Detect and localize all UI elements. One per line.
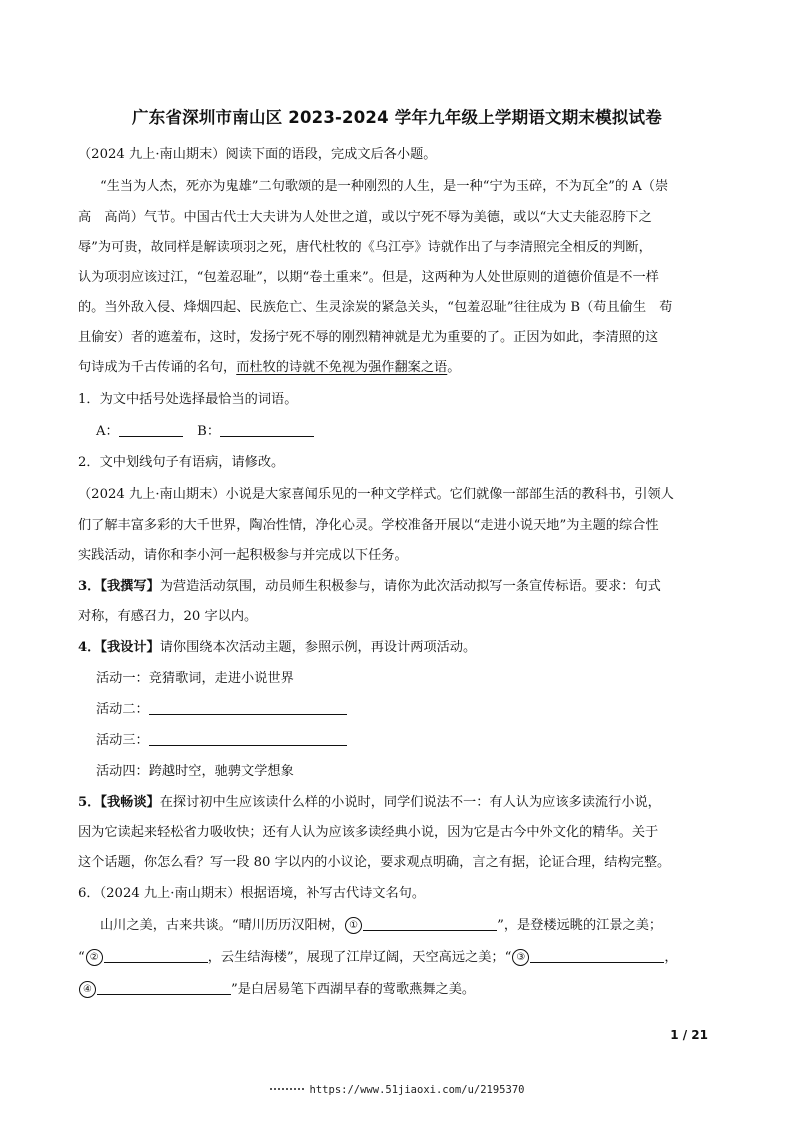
question-text: 文中划线句子有语病，请修改。	[99, 455, 285, 470]
poem-blank-4[interactable]	[97, 980, 231, 995]
page-number: 1 / 21	[670, 1028, 708, 1042]
question-tag: 【我撰写】	[100, 579, 160, 594]
footer-url[interactable]: https://www.51jiaoxi.com/u/2195370	[309, 1084, 525, 1096]
passage-line-4: 认为项羽应该过江，“包羞忍耻”，以期“卷土重来”。但是，这两种为人处世原则的道德价值是不一样	[78, 270, 659, 285]
question-3	[78, 577, 661, 597]
answer-b-blank[interactable]	[220, 422, 314, 437]
question-5-line-3: 这个话题，你怎么看？写一段 80 字以内的小议论，要求观点明确，言之有据，论证合理，结构完整。	[78, 855, 671, 870]
question-tag: 【我畅谈】	[100, 795, 160, 810]
section2-line-1: （2024 九上·南山期末）小说是大家喜闻乐见的一种文学样式。它们就像一部部生活的教科书，引领人	[78, 487, 674, 502]
poem-blank-3[interactable]	[530, 948, 664, 963]
question-4	[78, 638, 476, 658]
question-text: 为文中括号处选择最恰当的词语。	[99, 392, 298, 407]
activity-3-blank[interactable]	[149, 731, 347, 746]
question-number: 5．	[78, 795, 101, 810]
question-3-line-2: 对称，有感召力，20 字以内。	[78, 609, 258, 624]
passage-period: 。	[447, 360, 461, 375]
blank-number-1: ①	[345, 917, 362, 934]
poem-text: ，云生结海楼”，展现了江岸辽阔，天空高远之美；“	[207, 950, 512, 965]
question-6	[78, 884, 425, 904]
question-tag: 【我设计】	[100, 640, 160, 655]
activity-3	[96, 731, 347, 751]
footer	[0, 1084, 794, 1096]
question-number: 4．	[78, 640, 101, 655]
poem-text: ”是白居易笔下西湖早春的莺歌燕舞之美。	[231, 982, 476, 997]
poem-line-1	[100, 916, 662, 936]
activity-4: 活动四：跨越时空，驰骋文学想象	[96, 764, 294, 779]
passage-line-2: 高 高尚）气节。中国古代士大夫讲为人处世之道，或以宁死不辱为美德，或以“大丈夫能忍胯下之	[78, 210, 652, 225]
question-number: 6．	[78, 886, 100, 901]
passage-line-3: 辱”为可贵，故同样是解读项羽之死，唐代杜牧的《乌江亭》诗就作出了与李清照完全相反的判断，	[78, 240, 652, 255]
activity-2-label: 活动二：	[96, 702, 149, 717]
poem-text: 山川之美，古来共谈。“晴川历历汉阳树，	[100, 918, 345, 933]
answer-a-blank[interactable]	[119, 422, 183, 437]
question-number: 2．	[78, 455, 100, 470]
activity-2-blank[interactable]	[149, 700, 347, 715]
passage-line-7	[78, 358, 460, 378]
activity-2	[96, 700, 347, 720]
blank-number-4: ④	[79, 981, 96, 998]
activity-3-label: 活动三：	[96, 733, 149, 748]
page-title: 广东省深圳市南山区 2023-2024 学年九年级上学期语文期末模拟试卷	[132, 108, 662, 127]
footer-dots-icon	[270, 1088, 304, 1090]
passage-text: 句诗成为千古传诵的名句，	[78, 360, 237, 375]
question-number: 3．	[78, 579, 101, 594]
question-1-answers	[96, 422, 314, 442]
blank-number-2: ②	[86, 949, 103, 966]
answer-a-label: A：	[96, 424, 119, 439]
section2-line-3: 实践活动，请你和李小河一起积极参与并完成以下任务。	[78, 548, 408, 563]
question-text: 请你围绕本次活动主题，参照示例，再设计两项活动。	[159, 640, 477, 655]
question-text: 为营造活动氛围，动员师生积极参与，请你为此次活动拟写一条宣传标语。要求：句式	[159, 579, 661, 594]
passage-line-6: 且偷安）者的遮羞布，这时，发扬宁死不辱的刚烈精神就是尤为重要的了。正因为如此，李清照的这	[78, 330, 659, 345]
question-5	[78, 793, 661, 813]
poem-blank-1[interactable]	[363, 916, 497, 931]
question-number: 1．	[78, 392, 100, 407]
question-text: （2024 九上·南山期末）根据语境，补写古代诗文名句。	[99, 886, 426, 901]
question-1	[78, 390, 297, 410]
poem-text: ”，是登楼远眺的江景之美；	[497, 918, 663, 933]
poem-text: “	[78, 950, 85, 965]
question-text: 在探讨初中生应该读什么样的小说时，同学们说法不一：有人认为应该多读流行小说，	[159, 795, 661, 810]
poem-line-2	[78, 948, 678, 968]
passage-line-1: “生当为人杰，死亦为鬼雄”二句歌颂的是一种刚烈的人生，是一种“宁为玉碎，不为瓦全”的 A（崇	[100, 179, 669, 194]
poem-blank-2[interactable]	[104, 948, 208, 963]
question-2	[78, 453, 284, 473]
answer-b-label: B：	[197, 424, 221, 439]
underlined-sentence: 而杜牧的诗就不免视为强作翻案之语	[236, 360, 448, 375]
blank-number-3: ③	[512, 949, 529, 966]
poem-line-3	[78, 980, 475, 1000]
section2-line-2: 们了解丰富多彩的大千世界，陶冶性情，净化心灵。学校准备开展以“走进小说天地”为主题的综合性	[78, 518, 659, 533]
question-5-line-2: 因为它读起来轻松省力吸收快；还有人认为应该多读经典小说，因为它是古今中外文化的精华。关于	[78, 825, 659, 840]
section1-intro: （2024 九上·南山期末）阅读下面的语段，完成文后各小题。	[78, 147, 437, 162]
poem-text: ，	[664, 950, 678, 965]
activity-1: 活动一：竞猜歌词，走进小说世界	[96, 671, 294, 686]
passage-line-5: 的。当外敌入侵、烽烟四起、民族危亡、生灵涂炭的紧急关头，“包羞忍耻”往往成为 B（苟且偷生 苟	[78, 300, 673, 315]
